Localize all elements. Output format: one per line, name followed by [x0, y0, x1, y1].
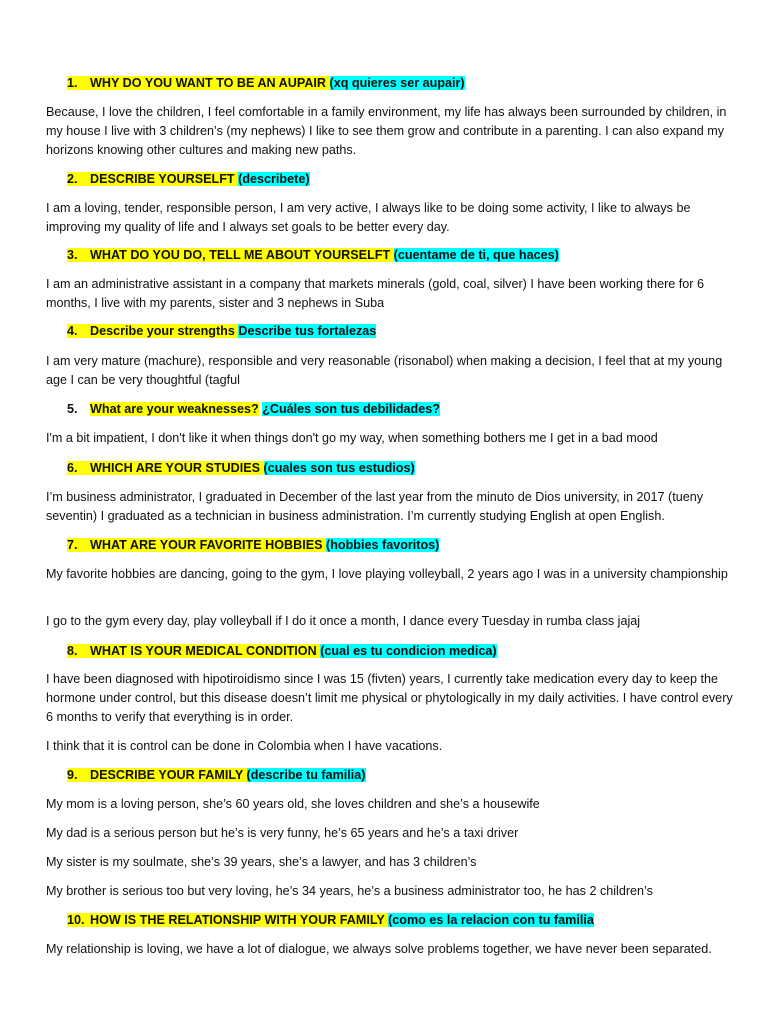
question-number: 8. [67, 644, 78, 658]
question-2-heading [67, 170, 310, 189]
question-6-heading [67, 459, 415, 478]
question-text-es: (cuentame de ti, que haces) [393, 248, 559, 262]
question-text-es: Describe tus fortalezas [238, 324, 377, 338]
question-text-es: (cual es tu condicion medica) [320, 644, 497, 658]
question-text-en: DESCRIBE YOURSELFT [90, 172, 235, 186]
answer-10: My relationship is loving, we have a lot of dialogue, we always solve problems together, we have never been separated. [46, 942, 712, 956]
question-text-es: (describete) [238, 172, 310, 186]
answer-4: I am very mature (machure), responsible and very reasonable (risonabol) when making a decision, I feel that at my young age I can be very thoughtful (tagful [46, 354, 723, 387]
question-text-en: WHAT IS YOUR MEDICAL CONDITION [90, 644, 317, 658]
answer-8-paragraph-2: I think that it is control can be done in Colombia when I have vacations. [46, 739, 443, 753]
question-1-heading [67, 74, 465, 93]
question-text-es: (xq quieres ser aupair) [329, 76, 465, 90]
question-text-en: HOW IS THE RELATIONSHIP WITH YOUR FAMILY [90, 913, 385, 927]
question-number: 1. [67, 76, 78, 90]
answer-2: I am a loving, tender, responsible person, I am very active, I always like to be doing some activity, I like to always be improving my quality of life and I always set goals to be better every day. [46, 201, 691, 234]
question-number: 6. [67, 461, 78, 475]
answer-3: I am an administrative assistant in a company that markets minerals (gold, coal, silver) I have been working there for 6 months, I live with my parents, sister and 3 nephews in Suba [46, 277, 704, 310]
answer-9-paragraph-3: My sister is my soulmate, she’s 39 years, she’s a lawyer, and has 3 children’s [46, 855, 477, 869]
question-text-es: (describe tu familia) [246, 768, 366, 782]
question-text-en: Describe your strengths [90, 324, 235, 338]
question-text-en: What are your weaknesses? [90, 402, 259, 416]
answer-9-paragraph-4: My brother is serious too but very loving, he’s 34 years, he’s a business administrator too, he has 2 children’s [46, 884, 653, 898]
question-8-heading [67, 642, 497, 661]
answer-7-paragraph-1: My favorite hobbies are dancing, going to the gym, I love playing volleyball, 2 years ago I was in a university championship [46, 567, 728, 581]
question-7-heading [67, 536, 439, 555]
answer-7-paragraph-2: I go to the gym every day, play volleyball if I do it once a month, I dance every Tuesday in rumba class jajaj [46, 614, 641, 628]
question-number: 4. [67, 324, 78, 338]
question-text-en: WHAT DO YOU DO, TELL ME ABOUT YOURSELFT [90, 248, 391, 262]
question-number: 7. [67, 538, 78, 552]
question-4-heading [67, 322, 376, 341]
question-number: 3. [67, 248, 78, 262]
question-text-en: WHICH ARE YOUR STUDIES [90, 461, 261, 475]
question-text-en: WHAT ARE YOUR FAVORITE HOBBIES [90, 538, 323, 552]
question-5-heading [67, 400, 440, 419]
answer-8-paragraph-1: I have been diagnosed with hipotiroidismo since I was 15 (fivten) years, I currently take medication every day to keep the hormone under control, but this disease doesn’t limit me physical or phytologically in my daily activities. I have control every 6 months to verify that everything is in order. [46, 672, 733, 724]
question-9-heading [67, 766, 366, 785]
question-text-es: (como es la relacion con tu familia [388, 913, 594, 927]
question-text-en: WHY DO YOU WANT TO BE AN AUPAIR [90, 76, 327, 90]
answer-9-paragraph-1: My mom is a loving person, she’s 60 years old, she loves children and she’s a housewife [46, 797, 540, 811]
question-text-es: ¿Cuáles son tus debilidades? [262, 402, 440, 416]
question-number: 2. [67, 172, 78, 186]
answer-5: I'm a bit impatient, I don't like it when things don't go my way, when something bothers me I get in a bad mood [46, 431, 658, 445]
question-10-heading [67, 911, 594, 930]
answer-9-paragraph-2: My dad is a serious person but he’s is very funny, he’s 65 years and he’s a taxi driver [46, 826, 519, 840]
question-text-es: (cuales son tus estudios) [263, 461, 415, 475]
question-number: 9. [67, 768, 78, 782]
question-number: 10. [67, 913, 85, 927]
question-3-heading [67, 246, 559, 265]
question-text-en: DESCRIBE YOUR FAMILY [90, 768, 244, 782]
question-text-es: (hobbies favoritos) [326, 538, 440, 552]
answer-1: Because, I love the children, I feel comfortable in a family environment, my life has always been surrounded by children, in my house I live with 3 children’s (my nephews) I like to see them grow and contribute in a parenting. I can also expand my horizons knowing other cultures and making new paths. [46, 105, 727, 157]
answer-6: I’m business administrator, I graduated in December of the last year from the minuto de Dios university, in 2017 (tueny seventin) I graduated as a technician in business administration. I’m currently studying English at open English. [46, 490, 704, 523]
question-number: 5. [67, 402, 78, 416]
